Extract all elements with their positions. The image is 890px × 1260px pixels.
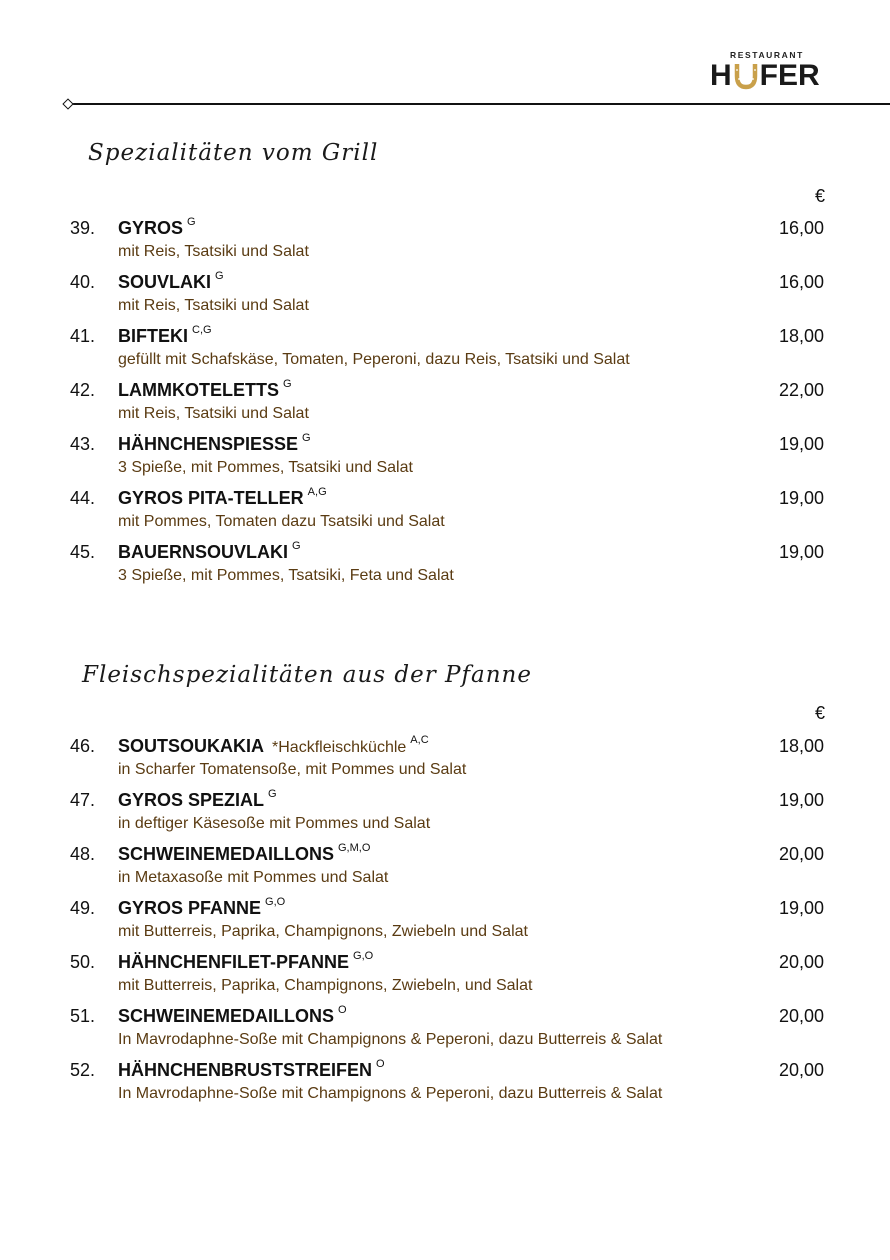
item-name [118, 218, 196, 239]
item-price: 19,00 [779, 790, 825, 810]
logo-letter-h: H [710, 59, 732, 92]
menu-item [0, 790, 890, 842]
item-price: 20,00 [779, 1006, 825, 1026]
menu-item [0, 1006, 890, 1058]
item-name-text: SOUTSOUKAKIA [118, 736, 265, 756]
item-name-text: HÄHNCHENFILET-PFANNE [118, 952, 350, 972]
item-name-text: BIFTEKI [118, 326, 188, 346]
item-number: 44. [70, 488, 96, 508]
item-price: 22,00 [779, 380, 825, 400]
item-price: 16,00 [779, 218, 825, 238]
item-price: 19,00 [779, 542, 825, 562]
item-name-text: HÄHNCHENSPIESSE [118, 434, 299, 454]
allergen-codes: O [338, 1004, 347, 1016]
menu-item [0, 542, 890, 594]
item-price: 19,00 [779, 434, 825, 454]
item-name [118, 542, 301, 563]
menu-item [0, 488, 890, 540]
item-price: 20,00 [779, 952, 825, 972]
item-price: 18,00 [779, 326, 825, 346]
item-description: In Mavrodaphne-Soße mit Champignons & Peperoni, dazu Butterreis & Salat [118, 1031, 663, 1048]
item-name-text: LAMMKOTELETTS [118, 380, 279, 400]
section-title-pfanne: Fleischspezialitäten aus der Pfanne [82, 662, 532, 688]
allergen-codes: G [302, 432, 311, 444]
menu-item [0, 434, 890, 486]
item-name-extra: *Hackfleischküchle [272, 739, 407, 756]
logo-restaurant-label: RESTAURANT [730, 50, 804, 60]
item-name [118, 326, 212, 347]
menu-item [0, 326, 890, 378]
currency-header-pfanne: € [815, 703, 826, 723]
item-description: mit Reis, Tsatsiki und Salat [118, 405, 309, 422]
item-number: 47. [70, 790, 96, 810]
allergen-codes: G [187, 216, 196, 228]
item-description: mit Reis, Tsatsiki und Salat [118, 297, 309, 314]
item-name [118, 434, 311, 455]
item-name-text: BAUERNSOUVLAKI [118, 542, 289, 562]
item-description: gefüllt mit Schafskäse, Tomaten, Peperoni, dazu Reis, Tsatsiki und Salat [118, 351, 630, 368]
allergen-codes: O [376, 1058, 385, 1070]
item-number: 48. [70, 844, 96, 864]
menu-item [0, 844, 890, 896]
allergen-codes: A,C [410, 734, 429, 746]
allergen-codes: A,G [307, 486, 327, 498]
item-description: in deftiger Käsesoße mit Pommes und Salat [118, 815, 431, 832]
allergen-codes: G [282, 378, 292, 390]
item-price: 16,00 [779, 272, 825, 292]
item-name-text: SCHWEINEMEDAILLONS [118, 1006, 334, 1026]
item-name [118, 380, 292, 401]
restaurant-logo [708, 50, 838, 96]
menu-item [0, 380, 890, 432]
item-number: 39. [70, 218, 96, 238]
divider-diamond-ornament [62, 98, 73, 109]
item-name [118, 844, 370, 865]
item-number: 52. [70, 1060, 96, 1080]
allergen-codes: G,M,O [338, 842, 371, 854]
allergen-codes: G [268, 788, 277, 800]
item-description: 3 Spieße, mit Pommes, Tsatsiki, Feta und Salat [118, 567, 454, 584]
item-description: mit Pommes, Tomaten dazu Tsatsiki und Salat [118, 513, 445, 530]
item-price: 20,00 [779, 844, 825, 864]
item-name-text: GYROS PFANNE [118, 898, 262, 918]
item-name-text: GYROS [118, 218, 184, 238]
menu-item [0, 898, 890, 950]
item-number: 42. [70, 380, 96, 400]
section-title-grill: Spezialitäten vom Grill [88, 140, 379, 166]
item-number: 49. [70, 898, 96, 918]
item-description: mit Butterreis, Paprika, Champignons, Zwiebeln, und Salat [118, 977, 533, 994]
item-description: mit Reis, Tsatsiki und Salat [118, 243, 309, 260]
allergen-codes: G,O [353, 950, 374, 962]
item-name [118, 1060, 385, 1081]
item-number: 43. [70, 434, 96, 454]
item-price: 19,00 [779, 898, 825, 918]
item-number: 45. [70, 542, 96, 562]
item-name [118, 488, 327, 509]
item-price: 19,00 [779, 488, 825, 508]
menu-item [0, 952, 890, 1004]
item-name-text: SOUVLAKI [118, 272, 212, 292]
item-description: in Scharfer Tomatensoße, mit Pommes und Salat [118, 761, 467, 778]
item-description: in Metaxasoße mit Pommes und Salat [118, 869, 389, 886]
item-name [118, 736, 429, 757]
item-price: 20,00 [779, 1060, 825, 1080]
item-number: 51. [70, 1006, 96, 1026]
item-name [118, 790, 277, 811]
allergen-codes: G [292, 540, 301, 552]
item-description: mit Butterreis, Paprika, Champignons, Zwiebeln und Salat [118, 923, 528, 940]
item-price: 18,00 [779, 736, 825, 756]
menu-item [0, 218, 890, 270]
item-name-text: HÄHNCHENBRUSTSTREIFEN [118, 1060, 373, 1080]
item-number: 40. [70, 272, 96, 292]
item-name [118, 952, 373, 973]
allergen-codes: G,O [265, 896, 286, 908]
item-name [118, 898, 285, 919]
item-name-text: GYROS SPEZIAL [118, 790, 265, 810]
item-name-text: GYROS PITA-TELLER [118, 488, 304, 508]
item-name [118, 272, 224, 293]
allergen-codes: C,G [192, 324, 212, 336]
item-name-text: SCHWEINEMEDAILLONS [118, 844, 334, 864]
horseshoe-icon [733, 62, 759, 90]
currency-header-grill: € [815, 186, 826, 206]
item-number: 41. [70, 326, 96, 346]
menu-item [0, 1060, 890, 1112]
header-divider [70, 103, 890, 105]
logo-wordmark [710, 60, 820, 92]
item-description: In Mavrodaphne-Soße mit Champignons & Peperoni, dazu Butterreis & Salat [118, 1085, 663, 1102]
item-description: 3 Spieße, mit Pommes, Tsatsiki und Salat [118, 459, 413, 476]
menu-item [0, 272, 890, 324]
allergen-codes: G [215, 270, 224, 282]
menu-item [0, 736, 890, 788]
logo-letters-fer: FER [759, 59, 820, 92]
item-number: 50. [70, 952, 96, 972]
item-number: 46. [70, 736, 96, 756]
item-name [118, 1006, 347, 1027]
